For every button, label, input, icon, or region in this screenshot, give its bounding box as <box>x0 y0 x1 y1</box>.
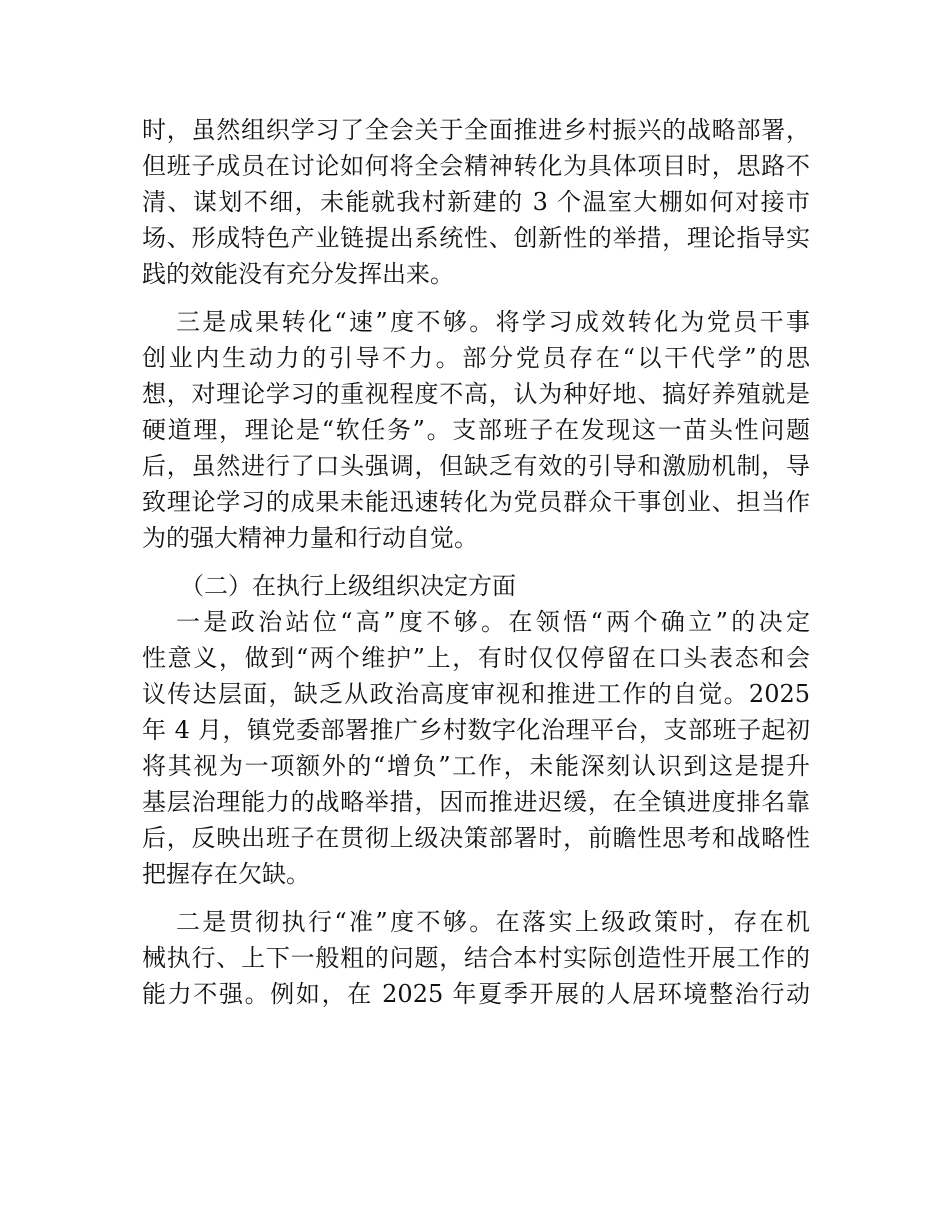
text-line: 硬道理，理论是“软任务”。支部班子在发现这一苗头性问题 <box>142 416 810 444</box>
text-line: 为的强大精神力量和行动自觉。 <box>142 524 478 552</box>
text-line: 把握存在欠缺。 <box>142 860 310 888</box>
text-line: 场、形成特色产业链提出系统性、创新性的举措，理论指导实 <box>142 224 810 252</box>
text-line: 践的效能没有充分发挥出来。 <box>142 260 454 288</box>
text-line: 后，反映出班子在贯彻上级决策部署时，前瞻性思考和战略性 <box>142 824 810 852</box>
text-line: 械执行、上下一般粗的问题，结合本村实际创造性开展工作的 <box>142 944 810 972</box>
text-line: 年 4 月，镇党委部署推广乡村数字化治理平台，支部班子起初 <box>142 716 810 744</box>
text-line: 基层治理能力的战略举措，因而推进迟缓，在全镇进度排名靠 <box>142 788 810 816</box>
text-line: 但班子成员在讨论如何将全会精神转化为具体项目时，思路不 <box>142 152 810 180</box>
text-line: 性意义，做到“两个维护”上，有时仅仅停留在口头表态和会 <box>142 644 810 672</box>
text-line: 能力不强。例如，在 2025 年夏季开展的人居环境整治行动 <box>142 980 810 1008</box>
text-line: 议传达层面，缺乏从政治高度审视和推进工作的自觉。2025 <box>142 680 810 708</box>
text-line: 时，虽然组织学习了全会关于全面推进乡村振兴的战略部署， <box>142 116 810 144</box>
text-line: 清、谋划不细，未能就我村新建的 3 个温室大棚如何对接市 <box>142 188 810 216</box>
text-line: 致理论学习的成果未能迅速转化为党员群众干事创业、担当作 <box>142 488 810 516</box>
text-line: 三是成果转化“速”度不够。将学习成效转化为党员干事 <box>176 308 810 336</box>
text-line: 一是政治站位“高”度不够。在领悟“两个确立”的决定 <box>176 608 810 636</box>
document-page <box>142 112 810 1012</box>
text-line: 二是贯彻执行“准”度不够。在落实上级政策时，存在机 <box>176 908 810 936</box>
text-line: 想，对理论学习的重视程度不高，认为种好地、搞好养殖就是 <box>142 380 810 408</box>
text-line: 将其视为一项额外的“增负”工作，未能深刻认识到这是提升 <box>142 752 810 780</box>
text-line: 后，虽然进行了口头强调，但缺乏有效的引导和激励机制，导 <box>142 452 810 480</box>
text-line: 创业内生动力的引导不力。部分党员存在“以干代学”的思 <box>142 344 810 372</box>
section-heading: （二）在执行上级组织决定方面 <box>180 572 516 600</box>
